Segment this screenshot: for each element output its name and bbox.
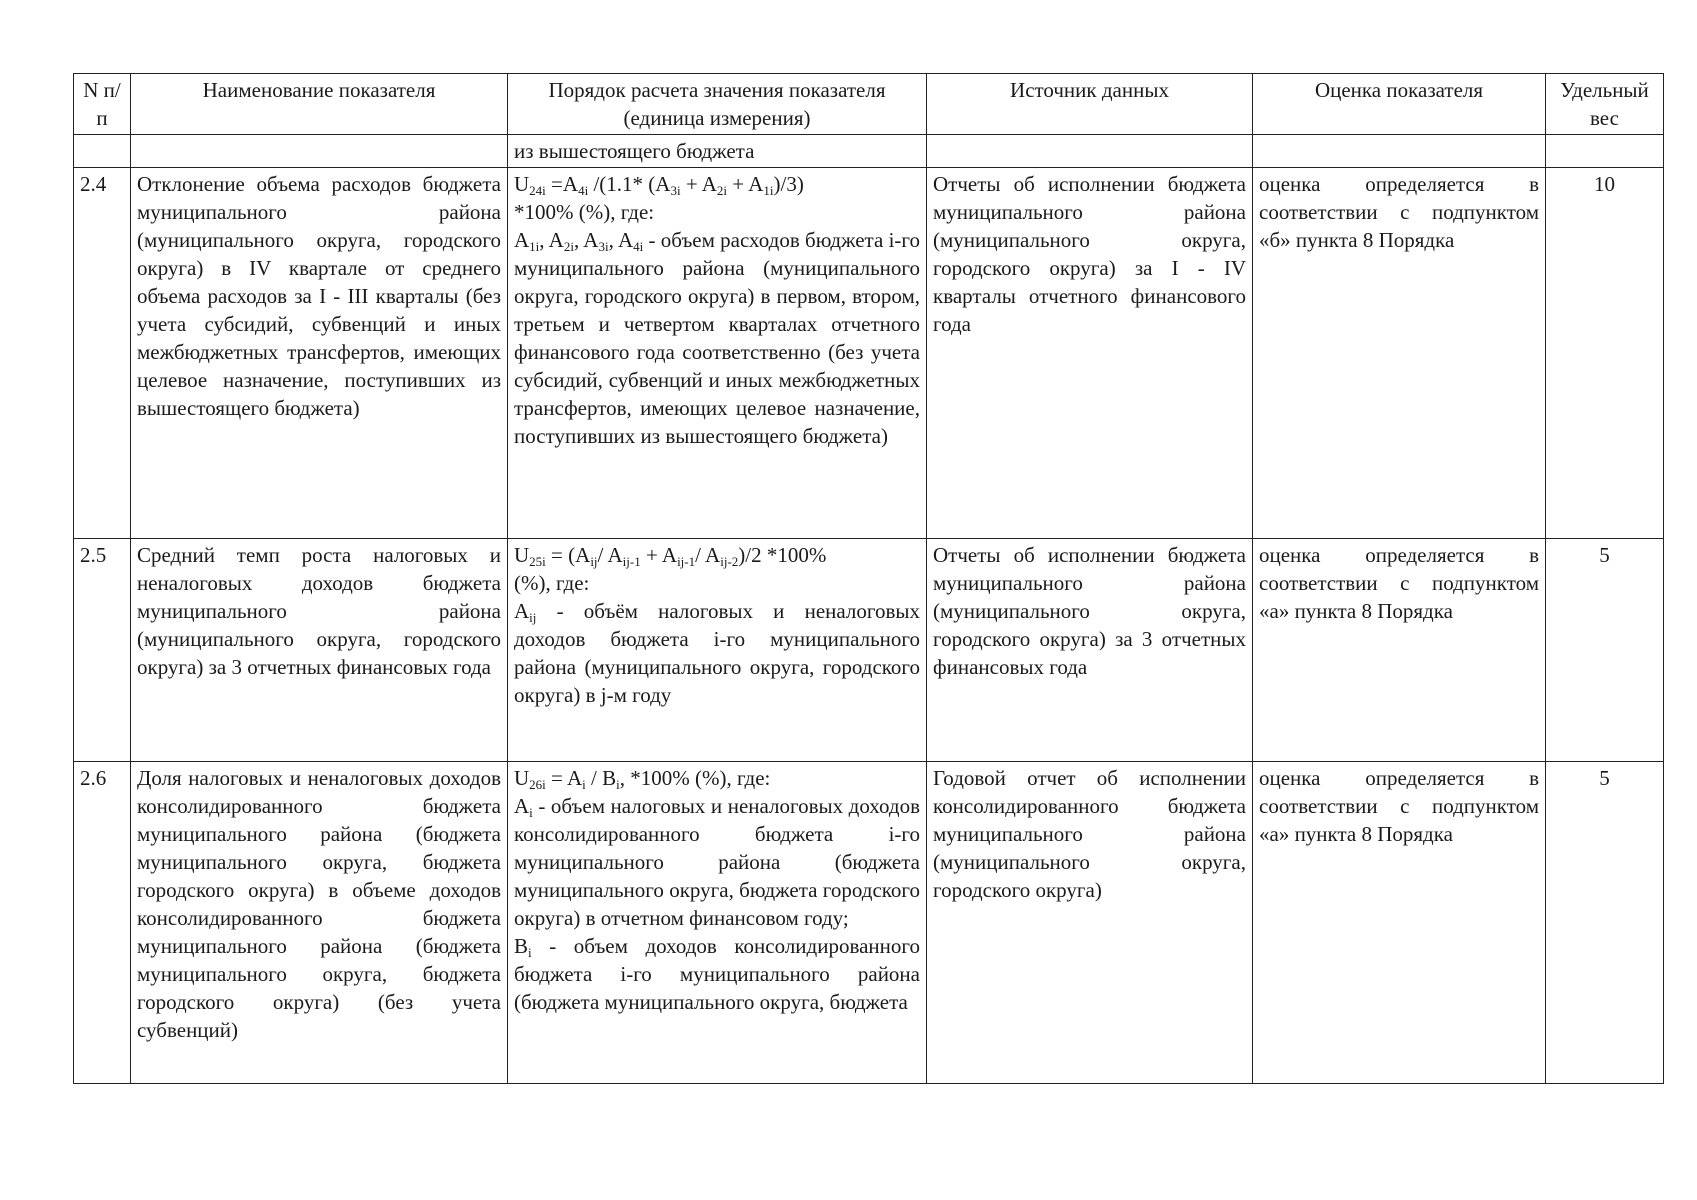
formula-variables: $A_{1i}$, $A_{2i}$, $A_{3i}$, $A_{4i}$ - объем расходов бюджета i-го муниципального района (муниципального округа, городского округа) в первом, втором, третьем и четвертом кварталах отчетного финансового года соответственно (без учета субсидий, субвенций и иных межбюджетных трансфертов, имеющих целевое назначение, поступивших из вышестоящего бюджета) bbox=[514, 228, 920, 448]
calc-description: - объем расходов бюджета i-го муниципального района (муниципального округа, городского округа) в первом, втором, третьем и четвертом кварталах отчетного финансового года соответственно (без учета субсидий, субвенций и иных межбюджетных трансфертов, имеющих целевое назначение, поступивших из вышестоящего бюджета) bbox=[514, 228, 920, 448]
data-source: Отчеты об исполнении бюджета муниципального района (муниципального округа, городского округа) за I - IV кварталы отчетного финансового года bbox=[927, 168, 1253, 539]
cell-source bbox=[927, 135, 1253, 168]
header-weight: Удельный вес bbox=[1546, 74, 1664, 135]
formula-percent: *100% (%), где: bbox=[514, 200, 655, 224]
calculation-method bbox=[508, 168, 927, 539]
formula-u25: $U_{25i} = (A_{ij}/$ $A_{ij-1} + A_{ij-1}/$ $A_{ij-2})/2$ *100% bbox=[514, 543, 827, 569]
row-number: 2.6 bbox=[74, 762, 131, 1084]
calc-description-b: - объем доходов консолидированного бюджета i-го муниципального района (бюджета муниципального округа, бюджета bbox=[514, 934, 920, 1014]
formula-variable-a: $A_i$ - объем налоговых и неналоговых доходов консолидированного бюджета i-го муниципального района (бюджета муниципального округа, бюджета городского округа) в отчетном финансовом году; bbox=[514, 794, 920, 930]
header-name: Наименование показателя bbox=[131, 74, 508, 135]
indicators-table bbox=[73, 73, 1664, 1084]
row-number: 2.5 bbox=[74, 539, 131, 762]
cell-name bbox=[131, 135, 508, 168]
cell-weight bbox=[1546, 135, 1664, 168]
calculation-method bbox=[508, 762, 927, 1084]
indicator-name: Доля налоговых и неналоговых доходов консолидированного бюджета муниципального района (бюджета муниципального округа, бюджета городского округа) в объеме доходов консолидированного бюджета муниципального района (бюджета муниципального округа, бюджета городского округа) (без учета субвенций) bbox=[131, 762, 508, 1084]
calc-description-a: - объем налоговых и неналоговых доходов консолидированного бюджета i-го муниципального района (бюджета муниципального округа, бюджета городского округа) в отчетном финансовом году; bbox=[514, 794, 920, 930]
cell-eval bbox=[1253, 135, 1546, 168]
calc-description: - объём налоговых и неналоговых доходов бюджета i-го муниципального района (муниципального округа, городского округа) в j-м году bbox=[514, 599, 920, 707]
table-row bbox=[74, 762, 1664, 1084]
formula-u24: $U_{24i} =A_{4i}$ /(1.1* $(A_{3i} + A_{2i} + A_{1i})/3$) bbox=[514, 172, 804, 198]
table-row-continuation bbox=[74, 135, 1664, 168]
indicator-weight: 5 bbox=[1546, 762, 1664, 1084]
data-source: Отчеты об исполнении бюджета муниципального района (муниципального округа, городского округа) за 3 отчетных финансовых года bbox=[927, 539, 1253, 762]
table-row bbox=[74, 539, 1664, 762]
indicator-evaluation: оценка определяется в соответствии с подпунктом «а» пункта 8 Порядка bbox=[1253, 762, 1546, 1084]
table-row bbox=[74, 168, 1664, 539]
table-header-row bbox=[74, 74, 1664, 135]
header-source: Источник данных bbox=[927, 74, 1253, 135]
row-number: 2.4 bbox=[74, 168, 131, 539]
indicator-evaluation: оценка определяется в соответствии с подпунктом «а» пункта 8 Порядка bbox=[1253, 539, 1546, 762]
cell-calc: из вышестоящего бюджета bbox=[508, 135, 927, 168]
formula-variables: $A_{ij}$ - объём налоговых и неналоговых доходов бюджета i-го муниципального района (муниципального округа, городского округа) в j-м году bbox=[514, 599, 920, 707]
header-calc: Порядок расчета значения показателя (единица измерения) bbox=[508, 74, 927, 135]
indicator-weight: 10 bbox=[1546, 168, 1664, 539]
header-num: N п/п bbox=[74, 74, 131, 135]
indicator-weight: 5 bbox=[1546, 539, 1664, 762]
indicator-name: Средний темп роста налоговых и неналоговых доходов бюджета муниципального района (муниципального округа, городского округа) за 3 отчетных финансовых года bbox=[131, 539, 508, 762]
formula-u26: $U_{26i} = A_i / B_i$, *100% (%), где: bbox=[514, 766, 771, 792]
indicator-evaluation: оценка определяется в соответствии с подпунктом «б» пункта 8 Порядка bbox=[1253, 168, 1546, 539]
calculation-method bbox=[508, 539, 927, 762]
indicator-name: Отклонение объема расходов бюджета муниципального района (муниципального округа, городского округа) в IV квартале от среднего объема расходов за I - III кварталы (без учета субсидий, субвенций и иных межбюджетных трансфертов, имеющих целевое назначение, поступивших из вышестоящего бюджета) bbox=[131, 168, 508, 539]
cell-num bbox=[74, 135, 131, 168]
formula-variable-b: $B_i$ - объем доходов консолидированного бюджета i-го муниципального района (бюджета муниципального округа, бюджета bbox=[514, 934, 920, 1014]
header-eval: Оценка показателя bbox=[1253, 74, 1546, 135]
formula-percent: (%), где: bbox=[514, 571, 590, 595]
data-source: Годовой отчет об исполнении консолидированного бюджета муниципального района (муниципального округа, городского округа) bbox=[927, 762, 1253, 1084]
